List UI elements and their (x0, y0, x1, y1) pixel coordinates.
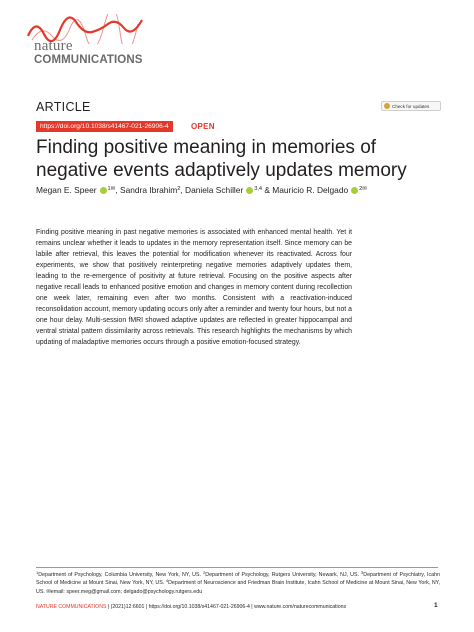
affiliation-number: 3 (361, 570, 364, 575)
journal-logo (26, 14, 196, 70)
update-icon (384, 103, 390, 109)
author-name[interactable]: Mauricio R. Delgado (272, 185, 349, 195)
open-access-label: OPEN (191, 122, 215, 131)
author-separator: , (180, 185, 186, 195)
author-affiliation-marker: 2✉ (359, 186, 367, 192)
page-footer (36, 603, 440, 611)
logo-nature-text: nature (34, 38, 73, 54)
footer-citation: | (2021)12:6601 | https://doi.org/10.1038/s41467-021-26906-4 | www.nature.com/naturecommunications (106, 604, 347, 610)
author-affiliation-marker: 3,4 (254, 186, 263, 192)
orcid-icon[interactable] (351, 187, 358, 194)
affiliation-number: 1 (36, 570, 39, 575)
article-type-label: ARTICLE (36, 100, 91, 114)
page-number: 1 (434, 602, 438, 609)
author-list (36, 184, 456, 196)
abstract-text: Finding positive meaning in past negative memories is associated with enhanced mental health. Yet it remains unclear whether it leads to updates in the memory representation itself. Since memory can be labile after retrieval, this leaves the potential for modification whenever its reactivated. Across four experiments, we show that positively reinterpreting negative memories adaptively updates them, leading to the re-emergence of positivity at future retrieval. Focusing on the positive aspects after negative recall leads to enhanced positive emotion and changes in memory content during recollection one week later, remaining even after two months. Consistent with a reactivation-induced reconsolidation account, memory updating occurs only after a reminder and twenty four hours, but not a one hour delay. Multi-session fMRI showed adaptive updates are reflected in greater hippocampal and ventral striatal pattern dissimilarity across retrievals. This research highlights the mechanisms by which updating of maladaptive memories occurs through a positive emotion-focused strategy. (36, 229, 352, 347)
affiliation-text: Department of Neuroscience and Friedman Brain Institute, Icahn School of Medicine at Mount Sinai, New York, NY, US. (36, 580, 440, 595)
footer-journal-name: NATURE COMMUNICATIONS (36, 604, 107, 610)
correspondence-email[interactable]: ✉email: speer.meg@gmail.com; delgado@psychology.rutgers.edu (46, 588, 203, 595)
logo-communications-text: COMMUNICATIONS (34, 54, 143, 66)
affiliation-number: 4 (165, 578, 169, 584)
affiliation-text: Department of Psychology, Columbia University, New York, NY, US. (38, 572, 204, 578)
doi-link[interactable]: https://doi.org/10.1038/s41467-021-26906-4 (36, 121, 173, 132)
author-separator: & (262, 185, 273, 195)
author-name[interactable]: Daniela Schiller (185, 185, 244, 195)
author-name[interactable]: Sandra Ibrahim (120, 185, 178, 195)
orcid-icon[interactable] (100, 187, 107, 194)
author-affiliation-marker: 2 (177, 186, 181, 192)
check-for-updates-button[interactable] (381, 101, 441, 111)
author-name[interactable]: Megan E. Speer (36, 185, 97, 195)
affiliation-text: Department of Psychiatry, Icahn School of Medicine at Mount Sinai, New York, NY, US. (36, 572, 441, 587)
affiliation-text: Department of Psychology, Rutgers University, Newark, NJ, US. (205, 572, 362, 578)
check-for-updates-label: Check for updates (392, 103, 430, 109)
article-title: Finding positive meaning in memories of negative events adaptively updates memory (36, 137, 407, 181)
author-separator: , (115, 185, 120, 195)
author-affiliation-marker: 1✉ (107, 186, 116, 192)
orcid-icon[interactable] (246, 187, 253, 194)
affiliation-number: 2 (203, 570, 206, 575)
footnote-divider (36, 567, 438, 568)
affiliations (36, 571, 440, 596)
